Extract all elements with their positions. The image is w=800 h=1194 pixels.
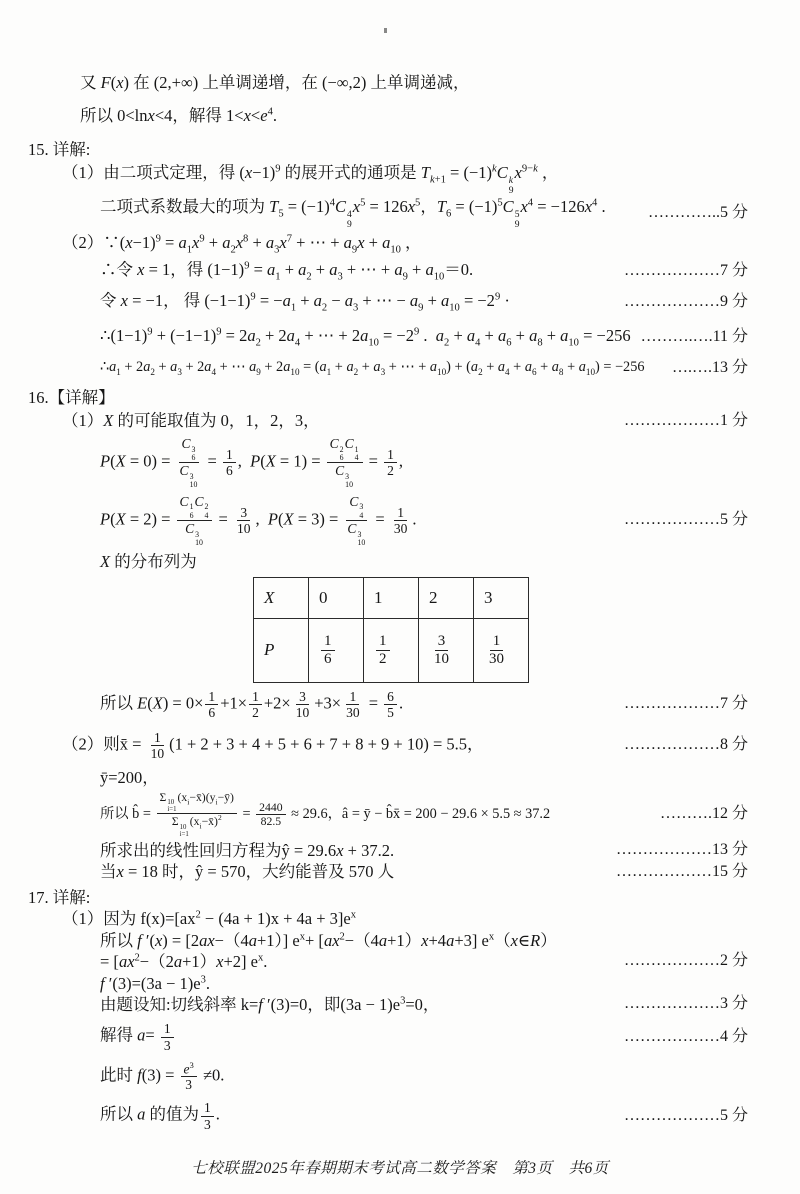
fraction-denominator: 30: [489, 650, 504, 667]
table-cell: [309, 618, 364, 682]
text-line: [0, 1021, 800, 1052]
text-line: [0, 162, 800, 196]
page-footer: 七校联盟2025年春期期末考试高二数学答案 第3页 共6页: [191, 1160, 609, 1177]
score-label: ………………13 分: [615, 841, 748, 859]
line-text: （2）则x̄ = $\frac{1}{10}$ (1 + 2 + 3 + 4 + 5 + 6 + 7 + 8 + 9 + 10) = 5.5，: [62, 730, 484, 762]
text-line: [0, 994, 800, 1015]
table-row-p: [254, 618, 529, 682]
text-line: [0, 232, 800, 257]
score-label: ………………7 分: [623, 694, 748, 712]
text-line: [0, 410, 800, 431]
score-label: ………………3 分: [623, 995, 748, 1013]
line-text: 又 F(x) 在 (2,+∞) 上单调递增，在 (−∞,2) 上单调递减，: [80, 73, 470, 92]
text-line: [0, 290, 800, 315]
score-label: ………………5 分: [623, 1106, 748, 1124]
table-row-x: [254, 577, 529, 618]
line-text: 所以 E(X) = 0× $\frac{1}{6}$ +1× $\frac{1}{2}$ +2× $\frac{3}{10}$ +3× $\frac{1}{30}$ = $\frac{6}{5}$ .: [100, 688, 404, 720]
line-text: 15. 详解:: [28, 139, 91, 159]
line-text: 16.【详解】: [28, 387, 115, 407]
fraction: [486, 633, 507, 668]
score-label: ………………2 分: [623, 952, 748, 970]
line-text: X 的分布列为: [100, 552, 197, 572]
line-text: ∴令 x = 1，得 $(1-1)^9 = a_1 + a_2 + a_3$ + ⋯ + $a_9 + a_{10}=0$.: [100, 260, 474, 283]
scan-speck: [384, 28, 387, 33]
text-line: [0, 72, 800, 93]
line-text: 令 x = −1， 得 $(-1-1)^9 = -a_1 + a_2 - a_3$ + ⋯ − $a_9 + a_{10} = -2^9$ ·: [100, 291, 510, 314]
score-label: ………………8 分: [623, 736, 748, 754]
line-text: 所求出的线性回归方程为ŷ = 29.6x + 37.2.: [100, 840, 395, 860]
score-label: ………………4 分: [623, 1027, 748, 1045]
line-text: $\therefore a_1 + 2a_2 + a_3 + 2a_4$ + ⋯ $a_9 + 2a_{10} = (a_1 + a_2 + a_3$ + ⋯ + $a_{10}) + (a_2 + a_4 + a_6 + a_8 + a_{10}) = -256$: [100, 359, 645, 377]
table-cell: 2: [419, 577, 474, 618]
line-text: 所以 0<lnx<4，解得 $1<x<e^4$.: [80, 106, 277, 126]
line-text: 此时 f(3) = $\frac{e^3}{3}$ ≠0.: [100, 1059, 225, 1093]
fraction-numerator: 1: [376, 633, 390, 651]
line-text: P(X = 0) = C 3 6 C 3 10 = $\frac{1}{6}$ , P(X = 1) = C 2 6 C 1 4 C 3 10 = $\frac{1}{2}$ ,: [100, 435, 403, 490]
line-text: = $[ax^2-(2a+1)x+2]$ $e^x$.: [100, 952, 268, 972]
line-text: （1）因为 $f(x)=[ax^2 - (4a + 1)x + 4a + 3]e^x$: [62, 909, 356, 929]
table-cell: [364, 618, 419, 682]
text-line: [0, 791, 800, 838]
line-text: 17. 详解:: [28, 887, 91, 907]
score-label: ………………7 分: [623, 262, 748, 280]
line-text: 所以 b̂ = Σ 10 i=1 $(x_i-x̄)(y_i-ȳ)$ Σ 10 i=1 $(x_i-x̄)^2$ = $\frac{2440}{82.5}$ ≈ 29.6，â = ȳ − b̂x̄ = 200 − 29.6 × 5.5 ≈ 37.2: [100, 790, 551, 838]
line-text: f $'(3)=(3a - 1)e^3$.: [100, 973, 210, 993]
line-text: （1）X 的可能取值为 0，1，2，3，: [62, 411, 320, 431]
text-line: [0, 908, 800, 929]
table-cell: 3: [474, 577, 529, 618]
text-line: [0, 358, 800, 379]
text-line: [0, 951, 800, 972]
text-line: [0, 325, 800, 350]
score-label: …………..5 分: [647, 203, 748, 221]
score-label: ………………5 分: [623, 511, 748, 528]
text-line: [0, 436, 800, 490]
text-line: [0, 259, 800, 284]
fraction-numerator: 1: [321, 633, 335, 651]
table-cell: P: [254, 618, 309, 682]
text-line: [0, 730, 800, 761]
line-text: $\therefore(1-1)^9 + (-1-1)^9 = 2a_2 + 2a_4$ + ⋯ + $2a_{10} = -2^9$ . $a_2 + a_4 + a_6 + a_8 + a_{10} = -256$: [100, 326, 631, 349]
line-text: ȳ=200，: [100, 768, 159, 788]
text-line: [0, 767, 800, 788]
score-label: ……….….11 分: [640, 328, 748, 346]
table-cell: [419, 618, 474, 682]
score-label: ……….12 分: [659, 804, 748, 822]
fraction-denominator: 6: [324, 650, 332, 667]
line-text: $(2)\because(x-1)^9 = a_1x^9 + a_2x^8 + a_3x^7$ + ⋯ + $a_9x + a_{10}$ ，: [62, 233, 422, 256]
distribution-table: [253, 577, 529, 683]
text-line: [0, 139, 800, 160]
text-line: [0, 105, 800, 126]
score-label: ….….13 分: [671, 359, 748, 377]
line-text: 当x = 18 时，ŷ = 570，大约能普及 570 人: [100, 862, 395, 882]
fraction-denominator: 2: [379, 650, 387, 667]
line-text: P(X = 2) = C 1 6 C 2 4 C 3 10 = $\frac{3}{10}$ , P(X = 3) = C 3 4 C 3 10 = $\frac{1}{30}$ .: [100, 493, 417, 548]
table-cell: 1: [364, 577, 419, 618]
line-text: （1）由二项式定理，得 $(x-1)^9$ 的展开式的通项是 $T_{k+1} = (-1)^kC$ k 9 $x^{9-k}$ ，: [62, 163, 559, 197]
distribution-table-wrap: [253, 577, 800, 683]
line-text: 由题设知:切线斜率 k=f ′(3)=0，即$(3a - 1)e^3=0$，: [100, 994, 440, 1014]
text-line: [0, 494, 800, 548]
line-text: 二项式系数最大的项为 $T_5 = (-1)^4C$ 4 9 $x^5 = 126x^5$，$T_6 = (-1)^5C$ 5 9 $x^4 = -126x^4$ .: [100, 197, 606, 230]
fraction-numerator: 3: [435, 633, 449, 651]
fraction: [321, 633, 335, 668]
table-cell: [474, 618, 529, 682]
text-line: [0, 551, 800, 572]
table-cell: X: [254, 577, 309, 618]
text-line: [0, 1100, 800, 1131]
score-label: ………………1 分: [623, 411, 748, 429]
text-line: [0, 689, 800, 720]
line-text: 所以 a 的值为 $\frac{1}{3}$ .: [100, 1100, 220, 1132]
score-label: ………………9 分: [623, 293, 748, 311]
text-line: [0, 1061, 800, 1093]
fraction: [376, 633, 390, 668]
text-line: [0, 840, 800, 861]
text-line: [0, 387, 800, 408]
line-text: 所以 f ′(x) = [2ax−（4a+1）] $e^x+ [ax^2-(4a+1)x+4a+3]$ $e^x(x\in R)$: [100, 930, 557, 950]
fraction: [431, 633, 452, 668]
fraction-denominator: 10: [434, 650, 449, 667]
text-line: [0, 861, 800, 882]
score-label: ………………15 分: [615, 862, 748, 880]
text-line: [0, 196, 800, 230]
text-line: [0, 973, 800, 994]
line-text: 解得 a= $\frac{1}{3}$: [100, 1021, 616, 1052]
text-line: [0, 930, 800, 951]
table-cell: 0: [309, 577, 364, 618]
fraction-numerator: 1: [490, 633, 504, 651]
text-line: [0, 887, 800, 908]
